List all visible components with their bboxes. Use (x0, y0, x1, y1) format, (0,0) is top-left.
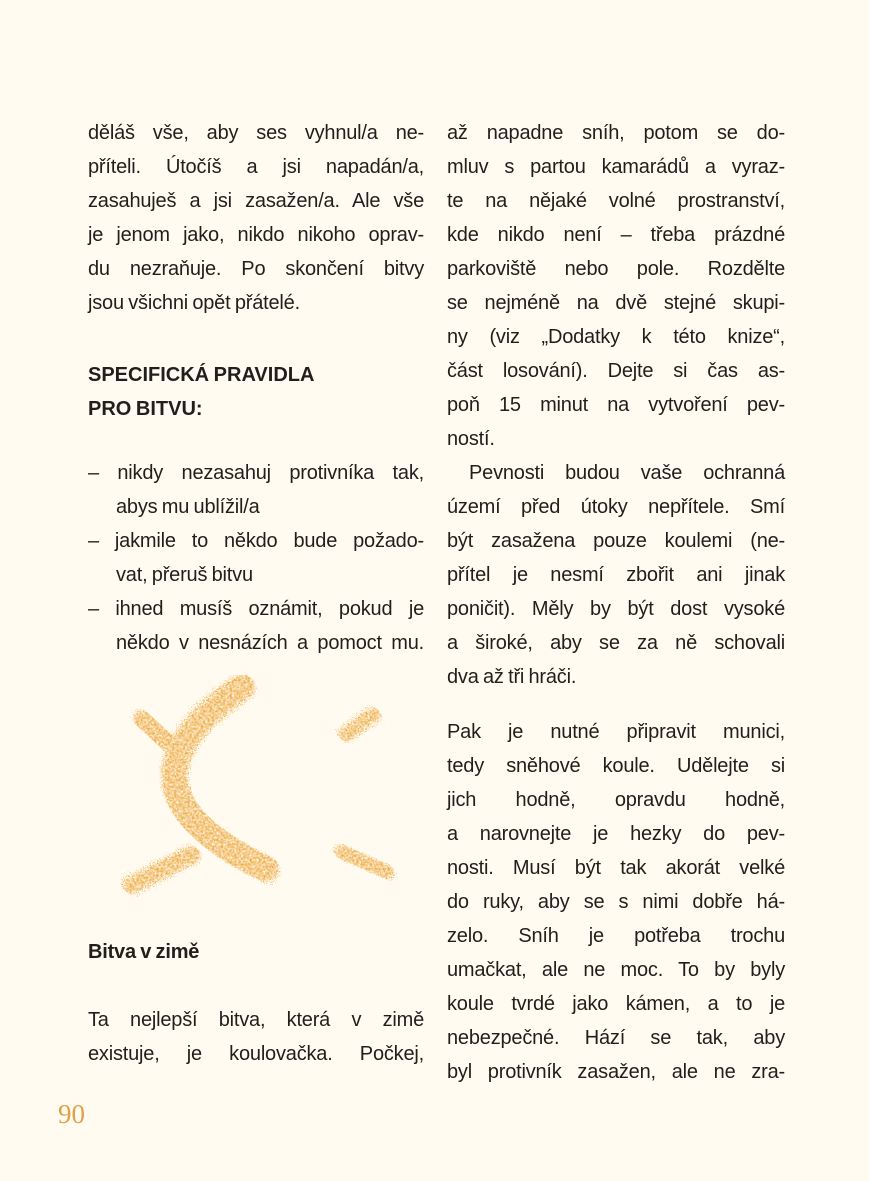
text-line: byl protivník zasažen, ale ne zra- (447, 1061, 785, 1083)
heading-line: SPECIFICKÁ PRAVIDLA (88, 364, 315, 386)
text-line: ny (viz „Dodatky k této knize“, (447, 326, 785, 348)
rules-list (88, 456, 424, 660)
text-line: te na nějaké volné prostranství, (447, 190, 785, 212)
text-line: se nejméně na dvě stejné skupi- (447, 292, 785, 314)
ray-bottom-right (342, 852, 387, 872)
text-line: je jenom jako, nikdo nikoho oprav- (88, 224, 424, 246)
text-line: děláš vše, aby ses vyhnul/a ne- (88, 122, 424, 144)
rule-item-line: – nikdy nezasahuj protivníka tak, (88, 462, 424, 484)
text-line: být zasažena pouze koulemi (ne- (447, 530, 785, 552)
paragraph (447, 456, 785, 694)
text-line: Pevnosti budou vaše ochranná (469, 462, 785, 484)
text-line: příteli. Útočíš a jsi napadán/a, (88, 156, 424, 178)
text-line: do ruky, aby se s nimi dobře há- (447, 891, 785, 913)
text-line: parkoviště nebo pole. Rozdělte (447, 258, 785, 280)
text-line: jich hodně, opravdu hodně, (447, 789, 785, 811)
text-line: mluv s partou kamarádů a vyraz- (447, 156, 785, 178)
text-line: nosti. Musí být tak akorát velké (447, 857, 785, 879)
text-line: a narovnejte je hezky do pev- (447, 823, 785, 845)
section-heading (88, 358, 424, 426)
text-line: nebezpečné. Hází se tak, aby (447, 1027, 785, 1049)
paragraph-continued (447, 116, 785, 456)
rule-item-line: – ihned musíš oznámit, pokud je (88, 598, 424, 620)
right-column (447, 116, 785, 1089)
text-line: poň 15 minut na vytvoření pev- (447, 394, 785, 416)
text-line: jsou všichni opět přátelé. (88, 292, 300, 314)
rule-item-line: – jakmile to někdo bude požado- (88, 530, 424, 552)
text-line: umačkat, ale ne moc. To by byly (447, 959, 785, 981)
paragraph-continued (88, 116, 424, 320)
text-line: tedy sněhové koule. Udělejte si (447, 755, 785, 777)
left-column (88, 116, 424, 1071)
crayon-crescent-doodle (88, 675, 424, 900)
text-line: přítel je nesmí zbořit ani jinak (447, 564, 785, 586)
page-number: 90 (58, 1099, 85, 1129)
text-line: poničit). Měly by být dost vysoké (447, 598, 785, 620)
heading-line: Bitva v zimě (88, 941, 200, 963)
crescent-arc (175, 687, 266, 869)
text-line: existuje, je koulovačka. Počkej, (88, 1043, 424, 1065)
text-line: ností. (447, 428, 495, 450)
text-line: du nezraňuje. Po skončení bitvy (88, 258, 424, 280)
ray-top-left (142, 719, 166, 741)
ray-top-right (346, 715, 373, 734)
rule-item-line: vat, přeruš bitvu (116, 564, 253, 586)
text-line: kde nikdo není – třeba prázdné (447, 224, 785, 246)
rule-item-line: někdo v nesnázích a pomoct mu. (116, 632, 424, 654)
heading-line: PRO BITVU: (88, 398, 203, 420)
subsection-heading (88, 935, 424, 969)
text-line: Pak je nutné připravit munici, (447, 721, 785, 743)
ray-bottom-left (132, 855, 191, 885)
rule-item-line: abys mu ublížil/a (116, 496, 260, 518)
text-line: Ta nejlepší bitva, která v zimě (88, 1009, 424, 1031)
text-line: zasahuješ a jsi zasažen/a. Ale vše (88, 190, 424, 212)
text-line: a široké, aby se za ně schovali (447, 632, 785, 654)
text-line: dva až tři hráči. (447, 666, 577, 688)
crescent-strokes (132, 687, 387, 885)
text-line: území před útoky nepřítele. Smí (447, 496, 785, 518)
paragraph (447, 715, 785, 1089)
paragraph (88, 1003, 424, 1071)
text-line: zelo. Sníh je potřeba trochu (447, 925, 785, 947)
text-line: část losování). Dejte si čas as- (447, 360, 785, 382)
text-line: až napadne sníh, potom se do- (447, 122, 785, 144)
text-line: koule tvrdé jako kámen, a to je (447, 993, 785, 1015)
